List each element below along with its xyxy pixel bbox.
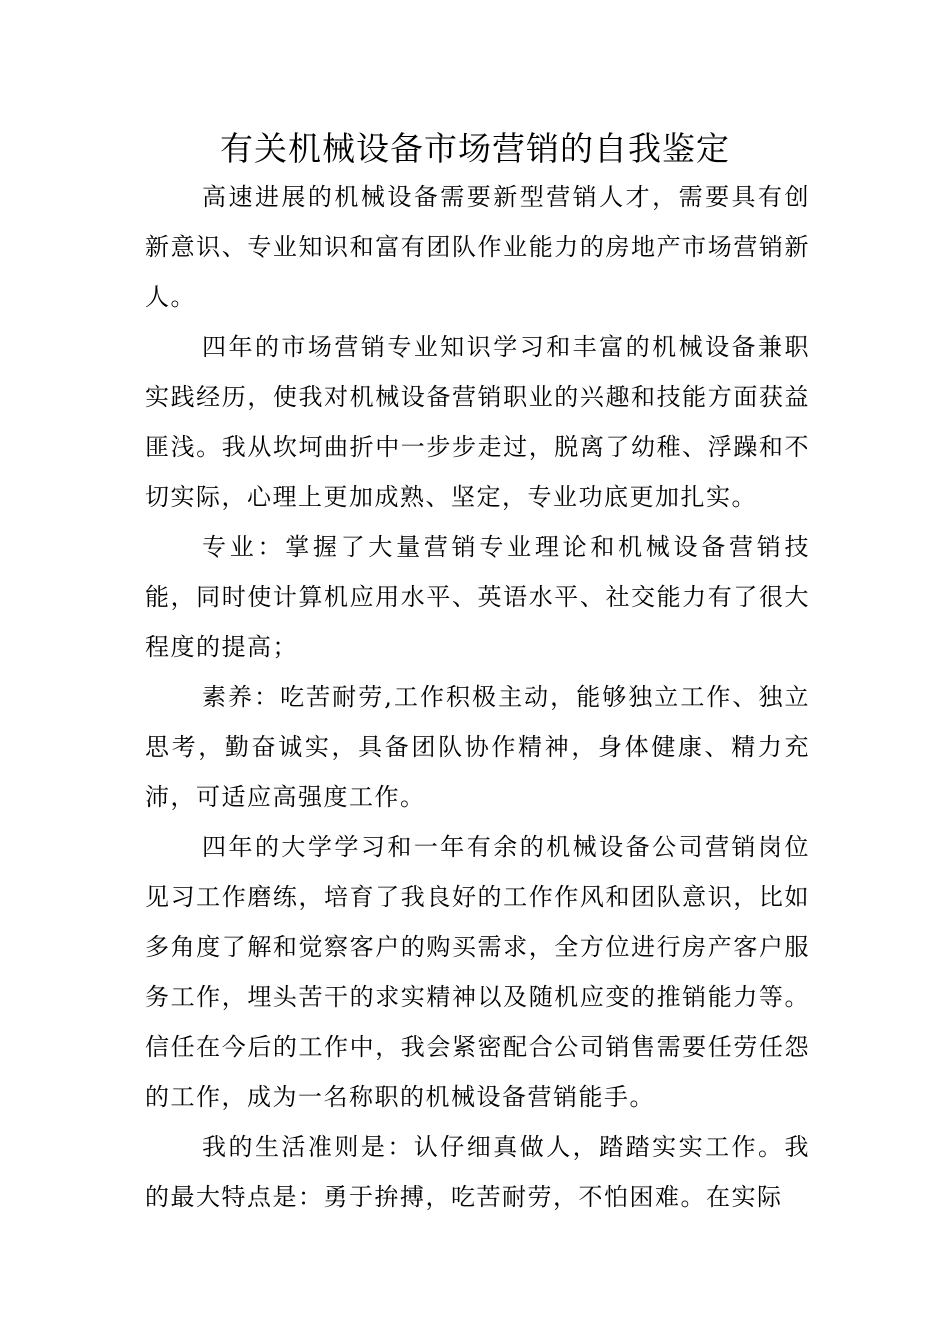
paragraph-experience: 四年的市场营销专业知识学习和丰富的机械设备兼职实践经历，使我对机械设备营销职业的兴趣和技能方面获益匪浅。我从坎坷曲折中一步步走过，脱离了幼稚、浮躁和不切实际，心理上更加成熟、坚定，专业功底更加扎实。	[145, 333, 810, 511]
paragraph-life-principle: 我的生活准则是：认仔细真做人，踏踏实实工作。我的最大特点是：勇于拚搏，吃苦耐劳，不怕困难。在实际	[145, 1133, 810, 1211]
paragraph-professional: 专业：掌握了大量营销专业理论和机械设备营销技能，同时使计算机应用水平、英语水平、社交能力有了很大程度的提高；	[145, 533, 810, 661]
paragraph-intro: 高速进展的机械设备需要新型营销人才，需要具有创新意识、专业知识和富有团队作业能力的房地产市场营销新人。	[145, 183, 810, 311]
document-body	[145, 172, 810, 1222]
paragraph-quality: 素养：吃苦耐劳,工作积极主动，能够独立工作、独立思考，勤奋诚实，具备团队协作精神，身体健康、精力充沛，可适应高强度工作。	[145, 683, 810, 811]
paragraph-internship: 四年的大学学习和一年有余的机械设备公司营销岗位见习工作磨练，培育了我良好的工作作风和团队意识，比如多角度了解和觉察客户的购买需求，全方位进行房产客户服务工作，埋头苦干的求实精神以及随机应变的推销能力等。信任在今后的工作中，我会紧密配合公司销售需要任劳任怨的工作，成为一名称职的机械设备营销能手。	[145, 833, 810, 1111]
document-title: 有关机械设备市场营销的自我鉴定	[220, 129, 730, 168]
